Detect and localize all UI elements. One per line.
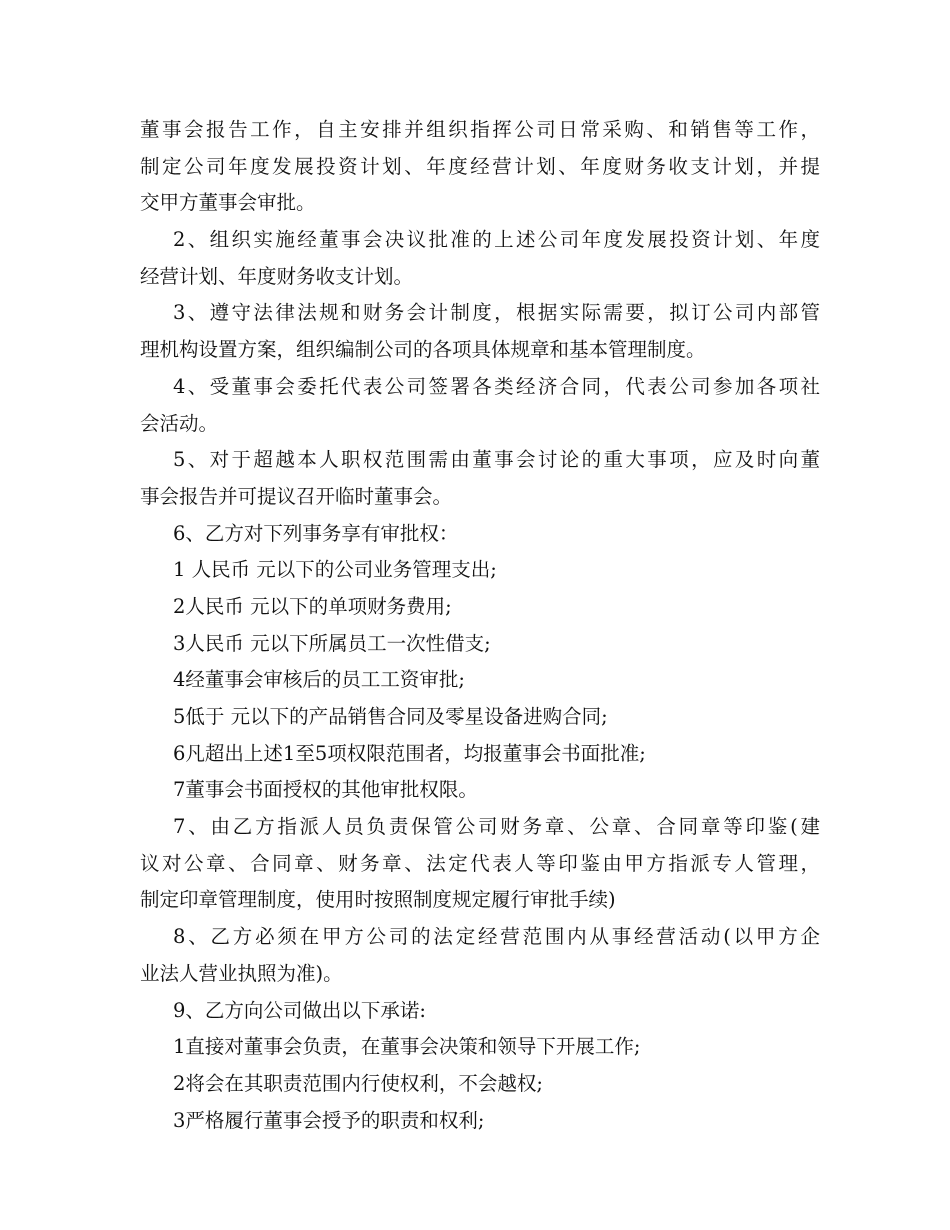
text-line: 6、乙方对下列事务享有审批权： [173,521,459,545]
text-line: 4、受董事会委托代表公司签署各类经济合同，代表公司参加各项社 [173,374,820,398]
text-line: 3人民币 元以下所属员工一次性借支; [173,631,491,655]
text-line: 经营计划、年度财务收支计划。 [140,264,414,288]
text-line: 制定印章管理制度，使用时按照制度规定履行审批手续) [140,888,616,912]
text-line: 7、由乙方指派人员负责保管公司财务章、公章、合同章等印鉴(建 [173,815,820,839]
text-line: 2人民币 元以下的单项财务费用; [173,594,452,618]
text-line: 事会报告并可提议召开临时董事会。 [140,484,453,508]
text-line: 7董事会书面授权的其他审批权限。 [173,778,478,802]
text-line: 4经董事会审核后的员工工资审批; [173,668,465,692]
text-line: 6凡超出上述1至5项权限范围者，均报董事会书面批准; [173,741,646,765]
text-line: 董事会报告工作，自主安排并组织指挥公司日常采购、和销售等工作， [140,118,820,141]
text-line: 3、遵守法律法规和财务会计制度，根据实际需要，拟订公司内部管 [173,301,820,325]
text-line: 交甲方董事会审批。 [140,191,316,215]
text-line: 9、乙方向公司做出以下承诺: [173,998,426,1022]
text-line: 5、对于超越本人职权范围需由董事会讨论的重大事项，应及时向董 [173,448,820,472]
document-body [140,112,820,1139]
text-line: 业法人营业执照为准)。 [140,961,343,985]
text-line: 1直接对董事会负责，在董事会决策和领导下开展工作; [173,1035,641,1059]
text-line: 理机构设置方案，组织编制公司的各项具体规章和基本管理制度。 [140,338,706,362]
text-line: 1 人民币 元以下的公司业务管理支出; [173,558,497,582]
text-line: 5低于 元以下的产品销售合同及零星设备进购合同; [173,705,608,728]
text-line: 3严格履行董事会授予的职责和权利; [173,1108,485,1132]
text-line: 制定公司年度发展投资计划、年度经营计划、年度财务收支计划，并提 [140,154,820,178]
text-line: 议对公章、合同章、财务章、法定代表人等印鉴由甲方指派专人管理， [140,851,820,875]
text-line: 2将会在其职责范围内行使权利，不会越权; [173,1071,543,1095]
text-line: 8、乙方必须在甲方公司的法定经营范围内从事经营活动(以甲方企 [173,925,820,949]
text-line: 2、组织实施经董事会决议批准的上述公司年度发展投资计划、年度 [173,228,820,252]
text-line: 会活动。 [140,411,219,435]
